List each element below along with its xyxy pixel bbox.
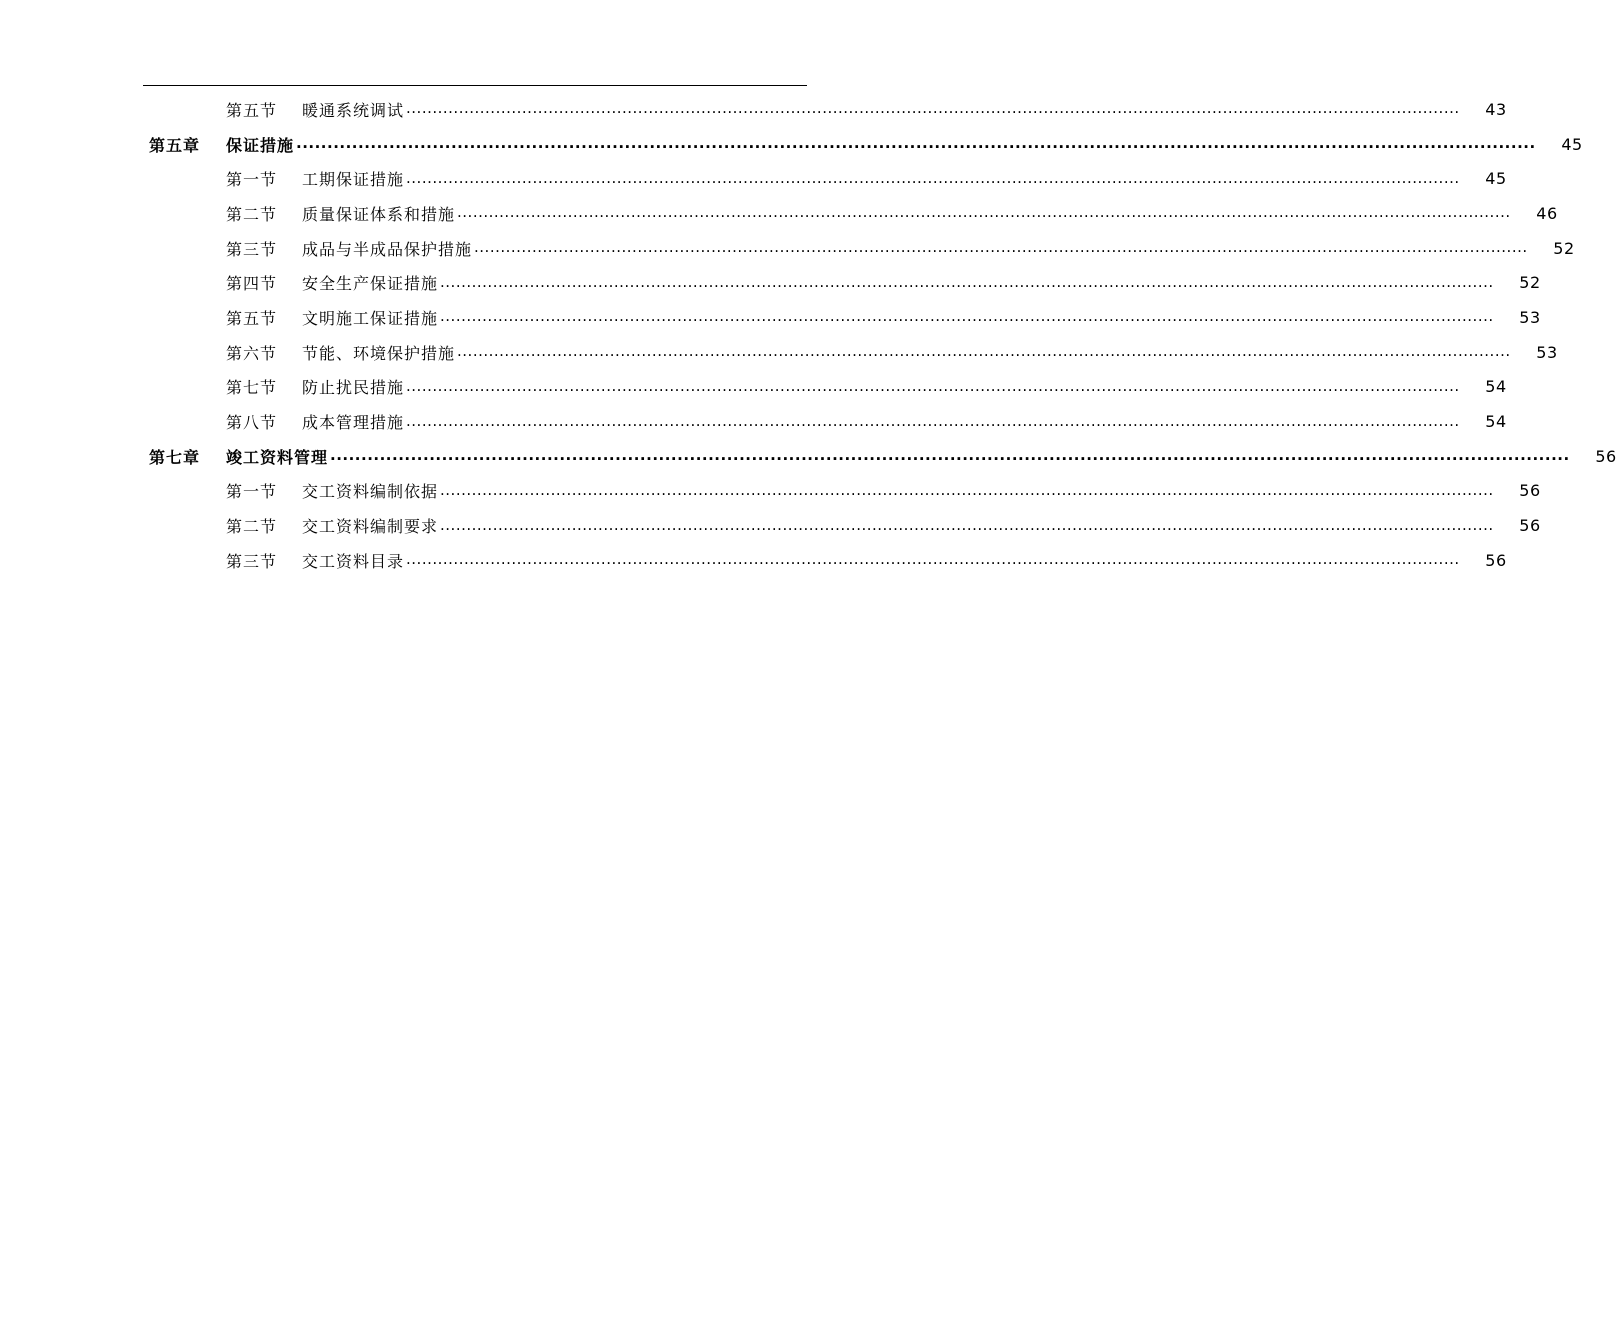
toc-entry-number: 第一节 bbox=[226, 170, 278, 190]
table-of-contents bbox=[149, 92, 1617, 578]
toc-entry-title: 节能、环境保护措施 bbox=[302, 343, 456, 363]
toc-entry-page: 54 bbox=[1485, 412, 1507, 432]
toc-entry[interactable] bbox=[149, 196, 1558, 231]
toc-entry[interactable] bbox=[149, 92, 1507, 127]
dot-leader: ........................................................................................................................................................................................................ bbox=[406, 376, 1460, 395]
toc-entry-title: 安全生产保证措施 bbox=[302, 274, 439, 294]
toc-entry[interactable] bbox=[149, 161, 1507, 196]
toc-entry-number: 第三节 bbox=[226, 551, 278, 571]
toc-entry-title: 防止扰民措施 bbox=[302, 378, 405, 398]
toc-entry-page: 45 bbox=[1485, 169, 1507, 189]
toc-entry-page: 54 bbox=[1485, 377, 1507, 397]
dot-leader: ........................................................................................................................................................................................................ bbox=[406, 411, 1460, 430]
toc-entry[interactable] bbox=[149, 370, 1507, 405]
toc-entry-title: 交工资料编制要求 bbox=[302, 517, 439, 537]
toc-entry-page: 56 bbox=[1519, 481, 1541, 501]
toc-entry-title: 成品与半成品保护措施 bbox=[302, 239, 473, 259]
toc-entry-page: 56 bbox=[1485, 550, 1507, 570]
toc-entry[interactable] bbox=[149, 404, 1507, 439]
toc-entry-number: 第二节 bbox=[226, 204, 278, 224]
toc-entry[interactable] bbox=[149, 508, 1541, 543]
dot-leader: ........................................................................................................................................................................................................ bbox=[330, 446, 1570, 465]
toc-entry-page: 56 bbox=[1595, 446, 1617, 466]
toc-entry-page: 53 bbox=[1519, 307, 1541, 327]
toc-entry-title: 暖通系统调试 bbox=[302, 100, 405, 120]
toc-entry-page: 45 bbox=[1561, 134, 1583, 154]
toc-entry-number: 第三节 bbox=[226, 239, 278, 259]
dot-leader: ........................................................................................................................................................................................................ bbox=[406, 168, 1460, 187]
toc-entry[interactable] bbox=[149, 474, 1541, 509]
toc-entry[interactable] bbox=[149, 335, 1558, 370]
toc-entry-number: 第五节 bbox=[226, 100, 278, 120]
toc-entry-title: 交工资料目录 bbox=[302, 551, 405, 571]
dot-leader: ........................................................................................................................................................................................................ bbox=[440, 307, 1494, 326]
dot-leader: ........................................................................................................................................................................................................ bbox=[457, 342, 1511, 361]
toc-entry-number: 第七节 bbox=[226, 378, 278, 398]
toc-entry-number: 第五章 bbox=[149, 135, 201, 155]
dot-leader: ........................................................................................................................................................................................................ bbox=[474, 238, 1528, 257]
toc-entry-title: 工期保证措施 bbox=[302, 170, 405, 190]
dot-leader: ........................................................................................................................................................................................................ bbox=[457, 203, 1511, 222]
toc-entry[interactable] bbox=[149, 265, 1541, 300]
dot-leader: ........................................................................................................................................................................................................ bbox=[440, 272, 1494, 291]
toc-entry-number: 第二节 bbox=[226, 517, 278, 537]
toc-entry-number: 第一节 bbox=[226, 482, 278, 502]
toc-entry[interactable] bbox=[149, 127, 1583, 162]
toc-entry-title: 文明施工保证措施 bbox=[302, 308, 439, 328]
dot-leader: ........................................................................................................................................................................................................ bbox=[440, 480, 1494, 499]
toc-entry[interactable] bbox=[149, 439, 1617, 474]
toc-entry[interactable] bbox=[149, 543, 1507, 578]
toc-entry-number: 第五节 bbox=[226, 308, 278, 328]
toc-entry-number: 第七章 bbox=[149, 447, 201, 467]
toc-entry-title: 成本管理措施 bbox=[302, 413, 405, 433]
dot-leader: ........................................................................................................................................................................................................ bbox=[406, 550, 1460, 569]
toc-entry-number: 第四节 bbox=[226, 274, 278, 294]
toc-entry-page: 56 bbox=[1519, 516, 1541, 536]
toc-entry-number: 第六节 bbox=[226, 343, 278, 363]
dot-leader: ........................................................................................................................................................................................................ bbox=[440, 515, 1494, 534]
toc-entry-title: 质量保证体系和措施 bbox=[302, 204, 456, 224]
toc-entry-number: 第八节 bbox=[226, 413, 278, 433]
toc-entry-title: 保证措施 bbox=[226, 135, 295, 155]
toc-entry-page: 52 bbox=[1553, 238, 1575, 258]
toc-entry-page: 46 bbox=[1536, 203, 1558, 223]
toc-entry[interactable] bbox=[149, 300, 1541, 335]
toc-entry-page: 52 bbox=[1519, 273, 1541, 293]
toc-entry-page: 53 bbox=[1536, 342, 1558, 362]
toc-entry[interactable] bbox=[149, 231, 1575, 266]
toc-entry-title: 竣工资料管理 bbox=[226, 447, 329, 467]
toc-entry-page: 43 bbox=[1485, 99, 1507, 119]
toc-entry-title: 交工资料编制依据 bbox=[302, 482, 439, 502]
header-rule bbox=[143, 85, 807, 86]
dot-leader: ........................................................................................................................................................................................................ bbox=[296, 134, 1536, 153]
dot-leader: ........................................................................................................................................................................................................ bbox=[406, 99, 1460, 118]
